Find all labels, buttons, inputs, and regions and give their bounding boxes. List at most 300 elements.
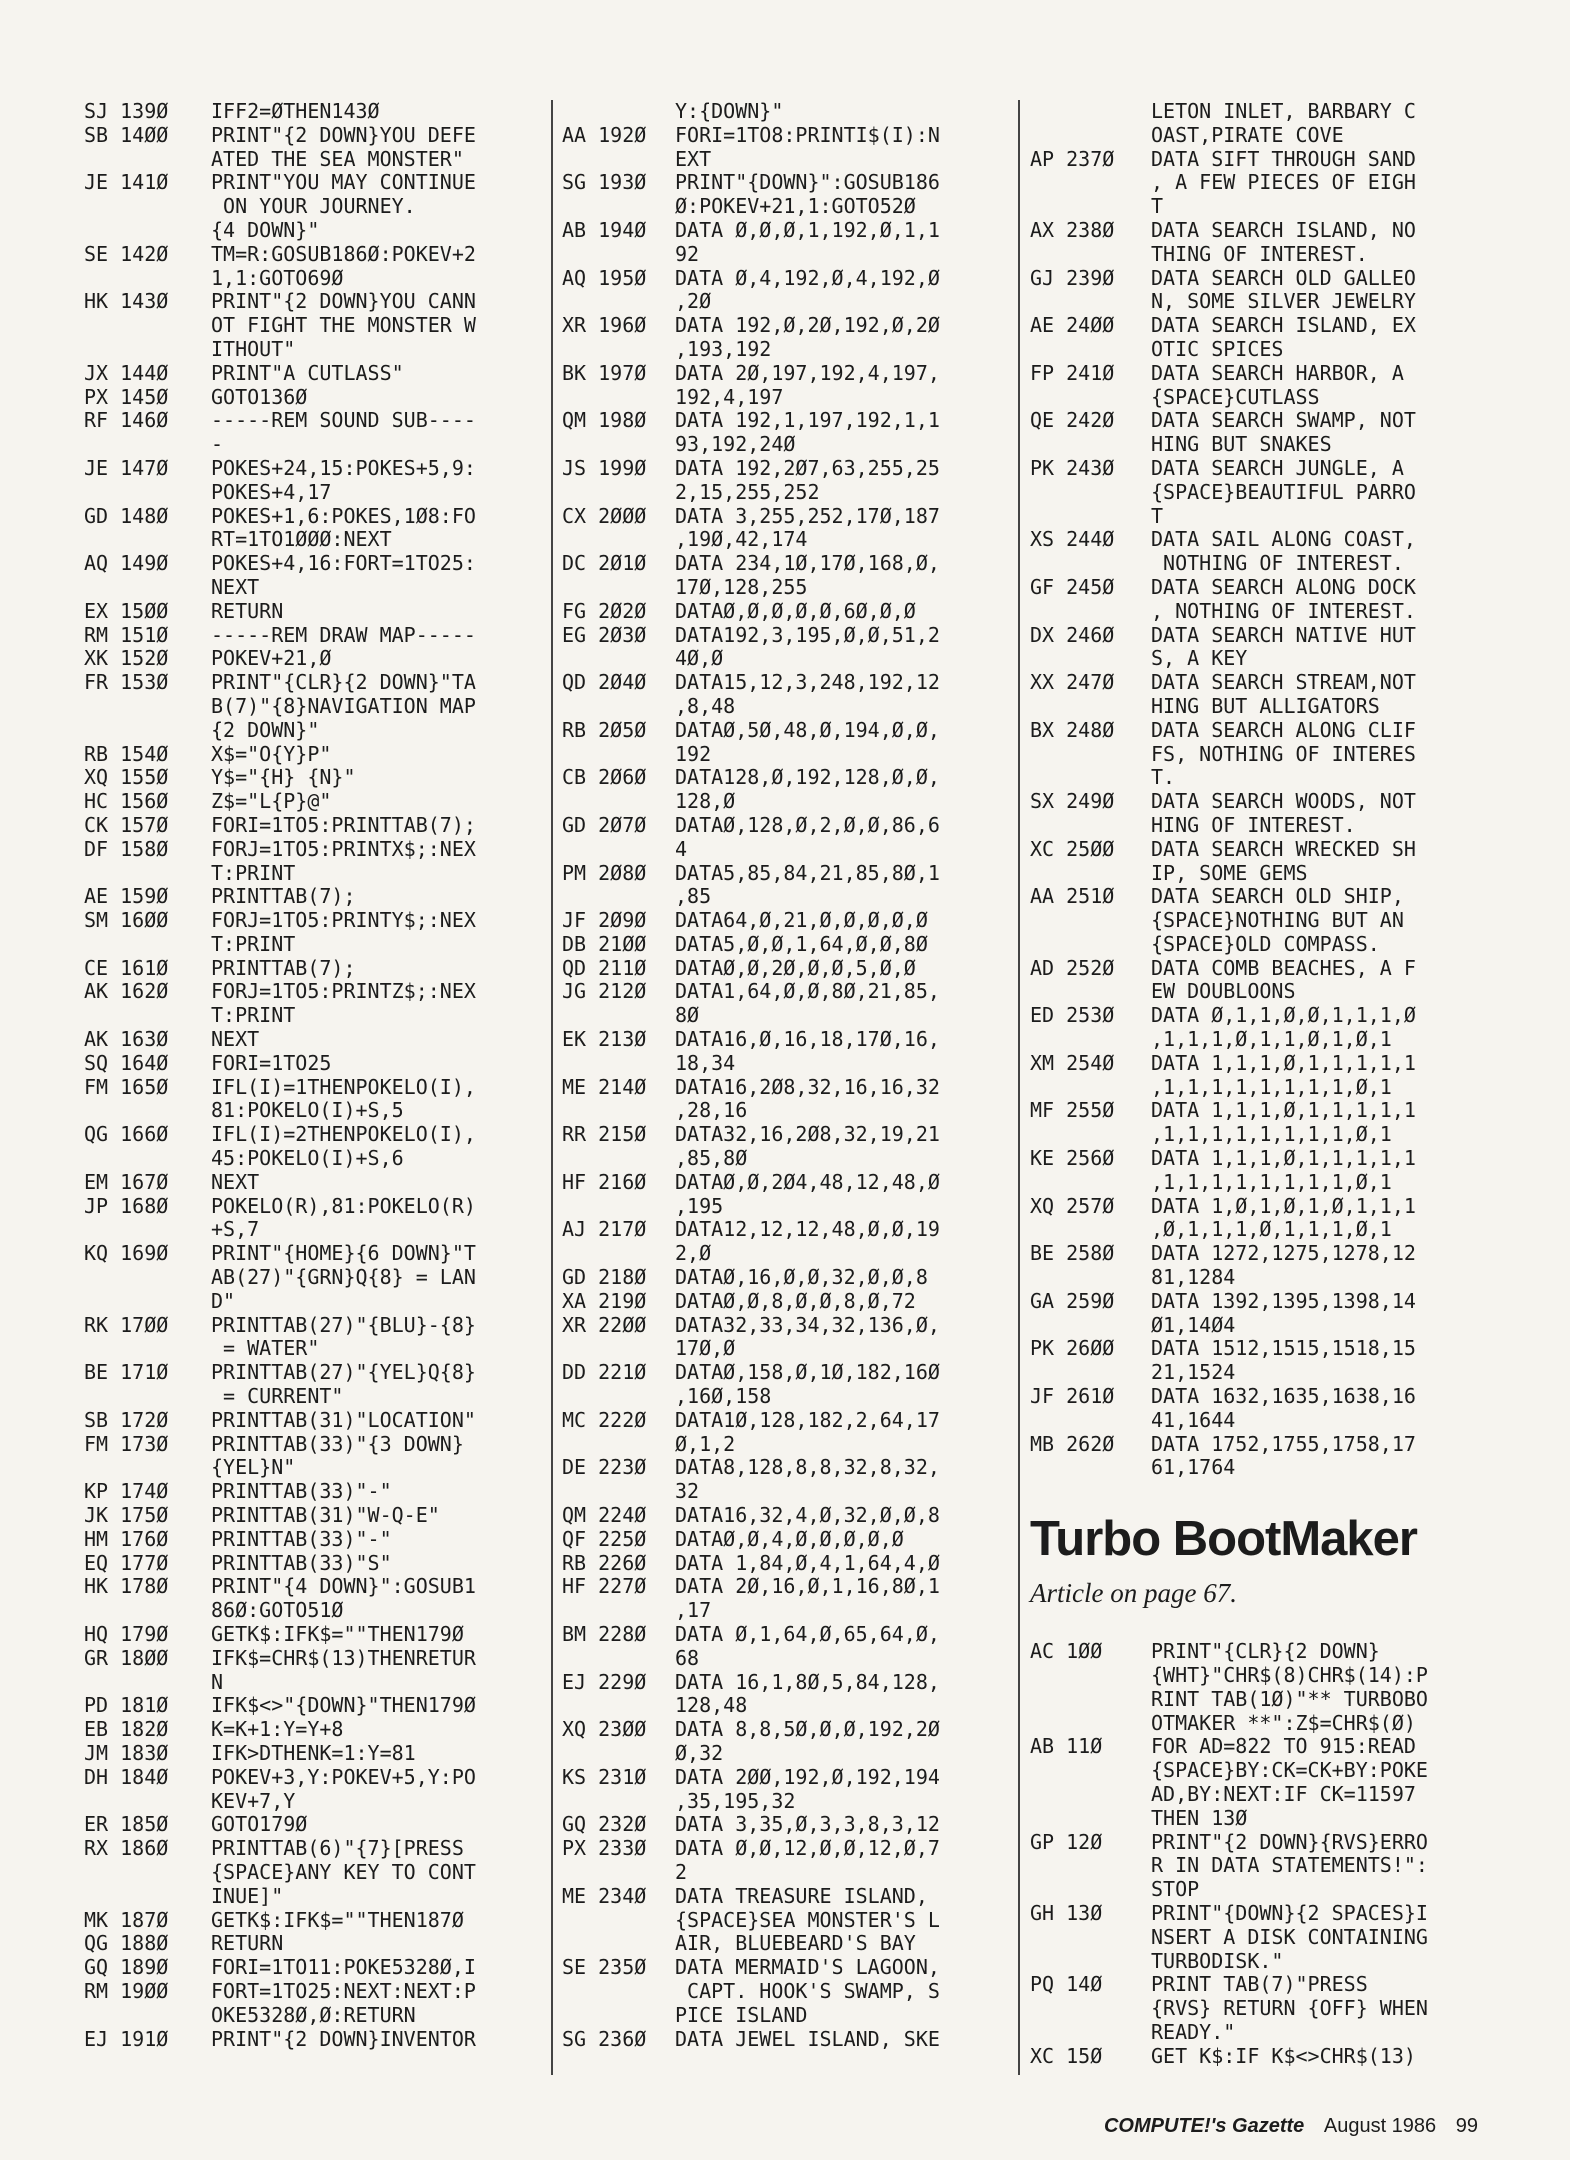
- line-prefix: [1030, 838, 1114, 862]
- code-line: [562, 766, 1008, 790]
- checksum-code: FG: [562, 598, 587, 623]
- code-text: DATA32,33,34,32,136,Ø,: [675, 1312, 940, 1337]
- code-line: [562, 1195, 1008, 1219]
- code-text: DATA Ø,Ø,12,Ø,Ø,12,Ø,7: [675, 1836, 940, 1861]
- code-line: [84, 909, 544, 933]
- code-text: GET K$:IF K$<>CHR$(13): [1151, 2043, 1416, 2068]
- code-line: [1030, 719, 1472, 743]
- code-line: [1030, 1123, 1472, 1147]
- checksum-code: MC: [562, 1407, 587, 1432]
- code-text: OKE5328Ø,Ø:RETURN: [211, 2002, 416, 2027]
- code-text: Ø:POKEV+21,1:GOTO52Ø: [675, 194, 916, 219]
- line-prefix: [562, 171, 646, 195]
- checksum-code: DD: [562, 1360, 587, 1385]
- line-number: 2Ø4Ø: [598, 670, 647, 695]
- checksum-code: GD: [562, 812, 587, 837]
- code-line: [84, 1123, 544, 1147]
- code-line: [1030, 1950, 1472, 1974]
- code-line: [562, 1409, 1008, 1433]
- code-text: DATA192,3,195,Ø,Ø,51,2: [675, 622, 940, 647]
- code-text: PRINTTAB(33)"-": [211, 1479, 392, 1504]
- code-line: [562, 1290, 1008, 1314]
- line-prefix: [84, 243, 168, 267]
- line-prefix: [84, 1766, 168, 1790]
- code-line: [1030, 1147, 1472, 1171]
- checksum-code: RB: [562, 1550, 587, 1575]
- code-line: [1030, 1712, 1472, 1736]
- code-line: [1030, 576, 1472, 600]
- checksum-code: GQ: [562, 1812, 587, 1837]
- code-line: [84, 814, 544, 838]
- line-number: 192Ø: [598, 122, 647, 147]
- code-line: [1030, 338, 1472, 362]
- code-line: [1030, 1456, 1472, 1480]
- line-number: 197Ø: [598, 360, 647, 385]
- line-number: 2Ø6Ø: [598, 765, 647, 790]
- line-prefix: [562, 766, 646, 790]
- line-number: 2Ø3Ø: [598, 622, 647, 647]
- code-line: [562, 481, 1008, 505]
- checksum-code: SM: [84, 908, 109, 933]
- code-line: [562, 1528, 1008, 1552]
- code-text: PRINT"{CLR}{2 DOWN}"TA: [211, 670, 476, 695]
- line-number: 161Ø: [120, 955, 169, 980]
- code-line: [562, 576, 1008, 600]
- code-line: [84, 1552, 544, 1576]
- checksum-code: CB: [562, 765, 587, 790]
- checksum-code: AC: [1030, 1639, 1055, 1664]
- code-line: [1030, 1361, 1472, 1385]
- checksum-code: PK: [1030, 455, 1055, 480]
- code-line: [84, 338, 544, 362]
- checksum-code: RB: [562, 717, 587, 742]
- line-number: 226Ø: [598, 1550, 647, 1575]
- checksum-code: ME: [562, 1883, 587, 1908]
- line-number: 178Ø: [120, 1574, 169, 1599]
- line-number: 227Ø: [598, 1574, 647, 1599]
- code-text: GETK$:IFK$=""THEN187Ø: [211, 1907, 464, 1932]
- checksum-code: RR: [562, 1122, 587, 1147]
- line-number: 2Ø1Ø: [598, 551, 647, 576]
- line-number: 162Ø: [120, 979, 169, 1004]
- code-line: [84, 1409, 544, 1433]
- line-number: 198Ø: [598, 408, 647, 433]
- code-text: {YEL}N": [211, 1455, 296, 1480]
- code-text: DATA5,Ø,Ø,1,64,Ø,Ø,8Ø: [675, 931, 928, 956]
- code-line: [84, 1361, 544, 1385]
- line-number: 149Ø: [120, 551, 169, 576]
- checksum-code: AK: [84, 1027, 109, 1052]
- code-text: ,195: [675, 1193, 724, 1218]
- line-number: 193Ø: [598, 170, 647, 195]
- listing-column-3: [1030, 100, 1472, 2069]
- line-prefix: [84, 1195, 168, 1219]
- line-prefix: [562, 1623, 646, 1647]
- code-line: [84, 1528, 544, 1552]
- line-prefix: [562, 505, 646, 529]
- line-number: 238Ø: [1066, 217, 1115, 242]
- code-text: IFL(I)=1THENPOKELO(I),: [211, 1074, 476, 1099]
- code-text: {SPACE}BEAUTIFUL PARRO: [1151, 479, 1416, 504]
- code-line: [84, 1837, 544, 1861]
- code-line: [562, 267, 1008, 291]
- code-text: N, SOME SILVER JEWELRY: [1151, 289, 1416, 314]
- code-line: [84, 1171, 544, 1195]
- code-text: RINT TAB(1Ø)"** TURBOBO: [1151, 1686, 1428, 1711]
- line-number: 163Ø: [120, 1027, 169, 1052]
- code-line: [84, 1599, 544, 1623]
- article-title: Turbo BootMaker: [1030, 1512, 1417, 1567]
- code-text: DATA16,32,4,Ø,32,Ø,Ø,8: [675, 1503, 940, 1528]
- line-number: 188Ø: [120, 1931, 169, 1956]
- footer-issue: August 1986: [1323, 2115, 1437, 2137]
- code-text: PRINT TAB(7)"PRESS: [1151, 1972, 1368, 1997]
- code-line: [1030, 624, 1472, 648]
- code-line: [562, 1671, 1008, 1695]
- code-text: DATA SAIL ALONG COAST,: [1151, 527, 1416, 552]
- line-number: 174Ø: [120, 1479, 169, 1504]
- line-number: 253Ø: [1066, 1003, 1115, 1028]
- line-prefix: [1030, 576, 1114, 600]
- code-text: FORJ=1TO5:PRINTX$;:NEX: [211, 836, 476, 861]
- checksum-code: GA: [1030, 1288, 1055, 1313]
- line-number: 246Ø: [1066, 622, 1115, 647]
- checksum-code: QE: [1030, 408, 1055, 433]
- line-number: 212Ø: [598, 979, 647, 1004]
- code-line: [562, 1028, 1008, 1052]
- code-text: DATA 1272,1275,1278,12: [1151, 1241, 1416, 1266]
- checksum-code: PX: [562, 1836, 587, 1861]
- code-text: DATA SEARCH ALONG CLIF: [1151, 717, 1416, 742]
- code-line: [562, 171, 1008, 195]
- code-line: [84, 1456, 544, 1480]
- checksum-code: EM: [84, 1169, 109, 1194]
- code-text: DATA Ø,1,1,Ø,Ø,1,1,1,Ø: [1151, 1003, 1416, 1028]
- line-number: 2Ø7Ø: [598, 812, 647, 837]
- checksum-code: DE: [562, 1455, 587, 1480]
- code-line: [1030, 1433, 1472, 1457]
- code-line: [84, 386, 544, 410]
- code-line: [84, 1337, 544, 1361]
- code-line: [562, 2004, 1008, 2028]
- code-line: [562, 1599, 1008, 1623]
- checksum-code: ED: [1030, 1003, 1055, 1028]
- checksum-code: JP: [84, 1193, 109, 1218]
- code-line: [1030, 1028, 1472, 1052]
- code-line: [562, 290, 1008, 314]
- line-number: 234Ø: [598, 1883, 647, 1908]
- code-line: [84, 195, 544, 219]
- code-line: [84, 290, 544, 314]
- checksum-code: PM: [562, 860, 587, 885]
- article-subtitle: Article on page 67.: [1030, 1578, 1237, 1609]
- code-line: [562, 909, 1008, 933]
- code-line: [1030, 2045, 1472, 2069]
- code-text: FORI=1TO11:POKE5328Ø,I: [211, 1955, 476, 1980]
- code-line: [562, 1575, 1008, 1599]
- checksum-code: GJ: [1030, 265, 1055, 290]
- code-line: [562, 1004, 1008, 1028]
- line-number: 213Ø: [598, 1027, 647, 1052]
- code-text: DATA15,12,3,248,192,12: [675, 670, 940, 695]
- line-prefix: [1030, 1385, 1114, 1409]
- code-line: [84, 362, 544, 386]
- code-text: PRINT"{2 DOWN}INVENTOR: [211, 2026, 476, 2051]
- line-prefix: [562, 671, 646, 695]
- checksum-code: JE: [84, 455, 109, 480]
- code-text: {4 DOWN}": [211, 217, 320, 242]
- code-text: DATA 234,1Ø,17Ø,168,Ø,: [675, 551, 940, 576]
- code-line: [562, 1099, 1008, 1123]
- line-prefix: [84, 1980, 168, 2004]
- code-line: [84, 1671, 544, 1695]
- line-number: 218Ø: [598, 1265, 647, 1290]
- code-line: [1030, 600, 1472, 624]
- code-line: [562, 1837, 1008, 1861]
- line-prefix: [84, 790, 168, 814]
- code-text: S, A KEY: [1151, 646, 1248, 671]
- code-line: [1030, 1878, 1472, 1902]
- code-line: [84, 1623, 544, 1647]
- line-number: 12Ø: [1066, 1829, 1103, 1854]
- checksum-code: AA: [1030, 884, 1055, 909]
- code-text: {WHT}"CHR$(8)CHR$(14):P: [1151, 1663, 1428, 1688]
- code-text: {SPACE}ANY KEY TO CONT: [211, 1859, 476, 1884]
- line-prefix: [84, 1052, 168, 1076]
- checksum-code: PX: [84, 384, 109, 409]
- line-prefix: [562, 1361, 646, 1385]
- column-divider: [1018, 100, 1020, 2075]
- code-line: [84, 980, 544, 1004]
- code-text: DATA SEARCH ISLAND, EX: [1151, 313, 1416, 338]
- code-line: [562, 433, 1008, 457]
- code-line: [1030, 433, 1472, 457]
- line-prefix: [84, 1909, 168, 1933]
- code-line: [84, 885, 544, 909]
- code-line: [84, 719, 544, 743]
- code-line: [1030, 1664, 1472, 1688]
- code-text: DATA 1,1,1,Ø,1,1,1,1,1: [1151, 1146, 1416, 1171]
- code-text: DATA 1,1,1,Ø,1,1,1,1,1: [1151, 1050, 1416, 1075]
- line-number: 173Ø: [120, 1431, 169, 1456]
- line-number: 243Ø: [1066, 455, 1115, 480]
- code-line: [562, 1647, 1008, 1671]
- line-number: 194Ø: [598, 217, 647, 242]
- code-text: DATA12,12,12,48,Ø,Ø,19: [675, 1217, 940, 1242]
- code-text: NEXT: [211, 1027, 260, 1052]
- code-text: LETON INLET, BARBARY C: [1151, 99, 1416, 123]
- code-text: Y$="{H} {N}": [211, 765, 356, 790]
- line-number: 154Ø: [120, 741, 169, 766]
- line-number: 182Ø: [120, 1717, 169, 1742]
- code-line: [84, 1647, 544, 1671]
- checksum-code: GP: [1030, 1829, 1055, 1854]
- line-number: 223Ø: [598, 1455, 647, 1480]
- checksum-code: DX: [1030, 622, 1055, 647]
- checksum-code: XC: [1030, 2043, 1055, 2068]
- line-number: 145Ø: [120, 384, 169, 409]
- line-number: 228Ø: [598, 1622, 647, 1646]
- line-prefix: [562, 933, 646, 957]
- code-text: DATA SEARCH NATIVE HUT: [1151, 622, 1416, 647]
- checksum-code: FP: [1030, 360, 1055, 385]
- checksum-code: XA: [562, 1288, 587, 1313]
- code-text: DATA 192,2Ø7,63,255,25: [675, 455, 940, 480]
- line-prefix: [1030, 1195, 1114, 1219]
- code-text: 17Ø,128,255: [675, 574, 808, 599]
- line-prefix: [562, 1837, 646, 1861]
- code-text: T:PRINT: [211, 1003, 296, 1028]
- code-line: [1030, 909, 1472, 933]
- code-line: [1030, 171, 1472, 195]
- line-prefix: [84, 1123, 168, 1147]
- code-line: [1030, 1783, 1472, 1807]
- code-line: [1030, 1902, 1472, 1926]
- checksum-code: QG: [84, 1122, 109, 1147]
- code-line: [562, 719, 1008, 743]
- checksum-code: XK: [84, 646, 109, 671]
- line-number: 146Ø: [120, 408, 169, 433]
- code-text: HING BUT SNAKES: [1151, 432, 1332, 457]
- line-prefix: [84, 957, 168, 981]
- checksum-code: BK: [562, 360, 587, 385]
- checksum-code: XR: [562, 313, 587, 338]
- line-prefix: [84, 1361, 168, 1385]
- code-line: [84, 1076, 544, 1100]
- line-prefix: [562, 1718, 646, 1742]
- code-line: [1030, 290, 1472, 314]
- checksum-code: DC: [562, 551, 587, 576]
- line-number: 13Ø: [1066, 1900, 1103, 1925]
- code-text: GOTO136Ø: [211, 384, 308, 409]
- checksum-code: AQ: [562, 265, 587, 290]
- line-prefix: [1030, 1242, 1114, 1266]
- code-line: [562, 933, 1008, 957]
- code-line: [562, 1385, 1008, 1409]
- code-line: [1030, 862, 1472, 886]
- line-prefix: [84, 814, 168, 838]
- line-prefix: [562, 1956, 646, 1980]
- code-line: [562, 124, 1008, 148]
- code-text: Ø,1,2: [675, 1431, 736, 1456]
- checksum-code: JX: [84, 360, 109, 385]
- code-text: DATA SEARCH SWAMP, NOT: [1151, 408, 1416, 433]
- line-prefix: [84, 1409, 168, 1433]
- code-text: 86Ø:GOTO51Ø: [211, 1598, 344, 1623]
- code-text: X$="O{Y}P": [211, 741, 332, 766]
- code-text: DATA32,16,2Ø8,32,19,21: [675, 1122, 940, 1147]
- checksum-code: XS: [1030, 527, 1055, 552]
- code-line: [1030, 552, 1472, 576]
- line-number: 224Ø: [598, 1503, 647, 1528]
- code-text: DATAØ,158,Ø,1Ø,182,16Ø: [675, 1360, 940, 1385]
- code-text: PRINT"{DOWN}{2 SPACES}I: [1151, 1900, 1428, 1925]
- line-prefix: [562, 1314, 646, 1338]
- line-prefix: [562, 1290, 646, 1314]
- code-text: FS, NOTHING OF INTERES: [1151, 741, 1416, 766]
- code-text: ,85,8Ø: [675, 1146, 748, 1171]
- code-line: [84, 624, 544, 648]
- line-prefix: [1030, 457, 1114, 481]
- line-number: 225Ø: [598, 1526, 647, 1551]
- line-number: 159Ø: [120, 884, 169, 909]
- code-text: -: [211, 432, 224, 457]
- line-prefix: [84, 1837, 168, 1861]
- line-prefix: [84, 409, 168, 433]
- listing-column-2: [562, 100, 1008, 2051]
- code-text: DATA 3,255,252,17Ø,187: [675, 503, 940, 528]
- line-prefix: [1030, 1831, 1102, 1855]
- line-prefix: [562, 314, 646, 338]
- code-line: [1030, 671, 1472, 695]
- code-text: 128,48: [675, 1693, 748, 1718]
- line-prefix: [562, 980, 646, 1004]
- line-number: 172Ø: [120, 1407, 169, 1432]
- code-text: -----REM DRAW MAP-----: [211, 622, 476, 647]
- checksum-code: GF: [1030, 574, 1055, 599]
- code-line: [1030, 409, 1472, 433]
- code-line: [1030, 195, 1472, 219]
- code-text: RETURN: [211, 1931, 284, 1956]
- line-prefix: [562, 1885, 646, 1909]
- code-line: [562, 790, 1008, 814]
- code-line: [562, 1123, 1008, 1147]
- code-line: [562, 1456, 1008, 1480]
- code-text: T:PRINT: [211, 860, 296, 885]
- line-number: 18ØØ: [120, 1645, 169, 1670]
- code-line: [562, 552, 1008, 576]
- code-text: DATA Ø,4,192,Ø,4,192,Ø: [675, 265, 940, 290]
- checksum-code: FR: [84, 670, 109, 695]
- line-prefix: [84, 1718, 168, 1742]
- code-line: [1030, 1076, 1472, 1100]
- line-prefix: [1030, 148, 1114, 172]
- line-number: 196Ø: [598, 313, 647, 338]
- line-number: 23ØØ: [598, 1717, 647, 1742]
- code-line: [1030, 1266, 1472, 1290]
- checksum-code: AE: [1030, 313, 1055, 338]
- code-text: IFK$<>"{DOWN}"THEN179Ø: [211, 1693, 476, 1718]
- line-prefix: [562, 409, 646, 433]
- line-prefix: [1030, 219, 1114, 243]
- code-text: DATA 1752,1755,1758,17: [1151, 1431, 1416, 1456]
- checksum-code: AB: [562, 217, 587, 242]
- checksum-code: AJ: [562, 1217, 587, 1242]
- code-text: AIR, BLUEBEARD'S BAY: [675, 1931, 916, 1956]
- code-text: DATA 2ØØ,192,Ø,192,194: [675, 1764, 940, 1789]
- code-line: [562, 1813, 1008, 1837]
- code-text: 192,4,197: [675, 384, 784, 409]
- code-line: [84, 1028, 544, 1052]
- code-line: [562, 695, 1008, 719]
- checksum-code: QG: [84, 1931, 109, 1956]
- line-prefix: [84, 1242, 168, 1266]
- code-line: [84, 1266, 544, 1290]
- code-line: [1030, 1052, 1472, 1076]
- code-text: N: [211, 1669, 224, 1694]
- code-line: [84, 1242, 544, 1266]
- code-line: [1030, 647, 1472, 671]
- line-prefix: [84, 124, 168, 148]
- line-number: 244Ø: [1066, 527, 1115, 552]
- line-number: 242Ø: [1066, 408, 1115, 433]
- code-line: [562, 1861, 1008, 1885]
- code-line: [562, 1980, 1008, 2004]
- code-line: [1030, 1807, 1472, 1831]
- code-line: [562, 243, 1008, 267]
- code-line: [84, 838, 544, 862]
- code-line: [84, 1480, 544, 1504]
